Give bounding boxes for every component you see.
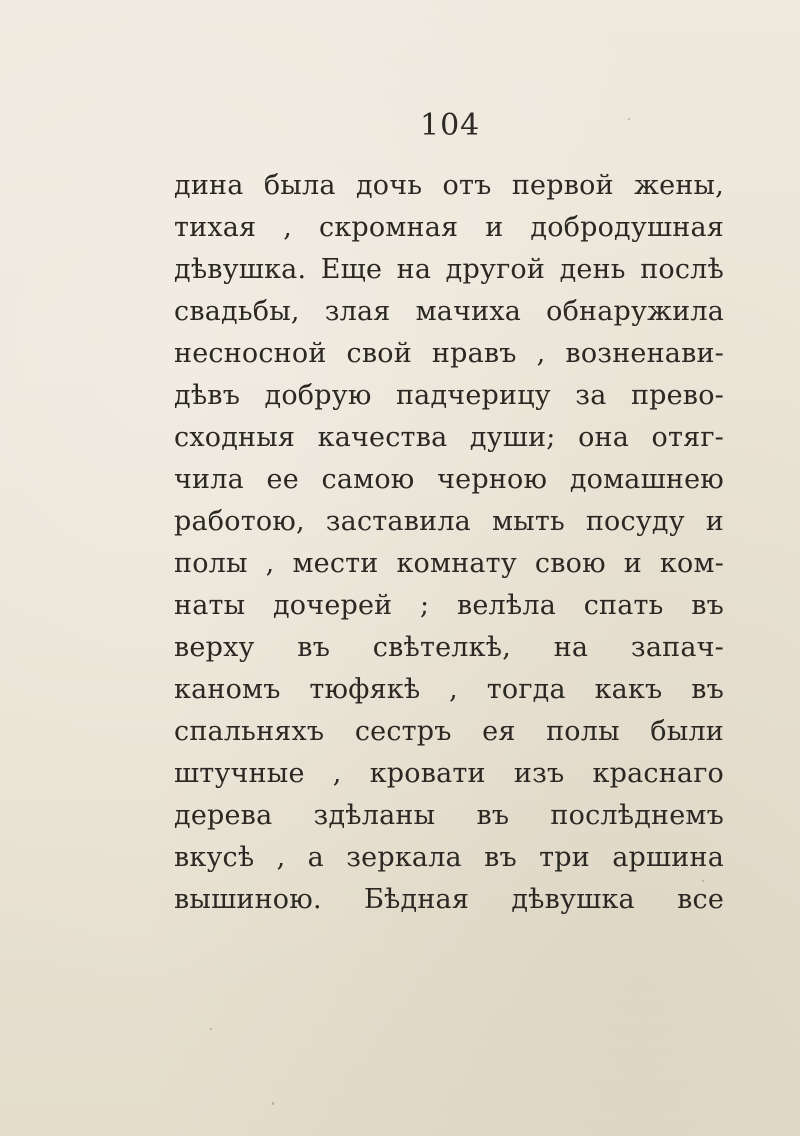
paper-speck (628, 118, 630, 120)
text-line: работою, заставила мыть посуду и (174, 506, 724, 537)
text-line: штучные , кровати изъ краснаго (174, 758, 724, 789)
text-line: каномъ тюфякѣ , тогда какъ въ (174, 674, 724, 705)
body-text (174, 165, 724, 921)
text-line: дерева здѣланы въ послѣднемъ (174, 800, 724, 831)
text-line: тихая , скромная и добродушная (174, 212, 724, 243)
text-line: спальняхъ сестръ ея полы были (174, 716, 724, 747)
text-line: полы , мести комнату свою и ком- (174, 548, 724, 579)
text-line: сходныя качества души; она отяг- (174, 422, 724, 453)
text-line: дѣвушка. Еще на другой день послѣ (174, 254, 724, 285)
text-line: наты дочерей ; велѣла спать въ (174, 590, 724, 621)
text-line: дѣвъ добрую падчерицу за прево- (174, 380, 724, 411)
text-line: вышиною. Бѣдная дѣвушка все (174, 884, 724, 915)
text-line: дина была дочь отъ первой жены, (174, 170, 724, 201)
paper-speck (210, 1028, 212, 1030)
text-line: чила ее самою черною домашнею (174, 464, 724, 495)
page-number: 104 (420, 108, 481, 143)
text-line: несносной свой нравъ , возненави- (174, 338, 724, 369)
paper-speck (272, 1102, 274, 1105)
text-line: свадьбы, злая мачиха обнаружила (174, 296, 724, 327)
text-line: верху въ свѣтелкѣ, на запач- (174, 632, 724, 663)
text-line: вкусѣ , а зеркала въ три аршина (174, 842, 724, 873)
